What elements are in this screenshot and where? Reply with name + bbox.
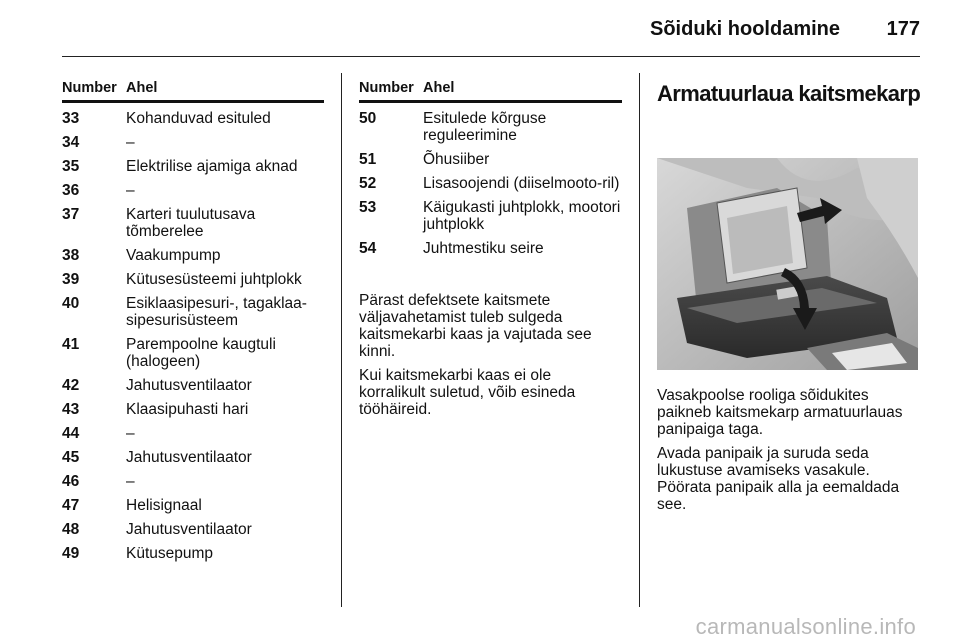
table-row	[62, 401, 324, 418]
fuse-number: 54	[359, 240, 377, 257]
column-header-number: Number	[62, 80, 117, 96]
fuse-circuit: Käigukasti juhtplokk, mootori juhtplokk	[423, 199, 621, 233]
fuse-number: 41	[62, 336, 80, 353]
fuse-number: 44	[62, 425, 80, 442]
page-number: 177	[886, 18, 920, 40]
paragraph: Avada panipaik ja suruda seda lukustuse avamiseks vasakule. Pöörata panipaik alla ja eemaldada see.	[657, 445, 900, 513]
fuse-circuit: Õhusiiber	[423, 151, 490, 168]
fuse-number: 33	[62, 110, 80, 127]
fuse-circuit: –	[126, 182, 135, 199]
right-text	[657, 387, 919, 520]
table-row	[62, 336, 324, 370]
fuse-number: 37	[62, 206, 80, 223]
fuse-number: 39	[62, 271, 80, 288]
fuse-number: 40	[62, 295, 80, 312]
fuse-circuit: Klaasipuhasti hari	[126, 401, 249, 418]
table-row	[359, 110, 622, 144]
fuse-circuit: Jahutusventilaator	[126, 377, 252, 394]
fuse-circuit: Kohanduvad esituled	[126, 110, 271, 127]
column-header-circuit: Ahel	[423, 80, 455, 96]
fuse-circuit: Jahutusventilaator	[126, 521, 252, 538]
fuse-number: 34	[62, 134, 80, 151]
table-row	[62, 521, 324, 538]
fuse-circuit: Elektrilise ajamiga aknad	[126, 158, 298, 175]
fuse-number: 50	[359, 110, 377, 127]
table-row	[359, 240, 622, 257]
table-row	[62, 206, 324, 240]
fuse-box-illustration	[657, 158, 918, 370]
column-divider-1	[341, 73, 342, 607]
table-row	[62, 134, 324, 151]
fuse-circuit: Jahutusventilaator	[126, 449, 252, 466]
paragraph: Vasakpoolse rooliga sõidukites paikneb kaitsmekarp armatuurlauas panipaiga taga.	[657, 387, 903, 438]
table-row	[62, 377, 324, 394]
table-row	[62, 271, 324, 288]
fuse-circuit: Kütusepump	[126, 545, 214, 562]
fuse-number: 43	[62, 401, 80, 418]
fuse-number: 36	[62, 182, 80, 199]
middle-text	[359, 292, 621, 425]
fuse-table-left	[62, 80, 324, 562]
paragraph: Pärast defektsete kaitsmete väljavahetamist tuleb sulgeda kaitsmekarbi kaas ja vajutada see kinni.	[359, 292, 592, 360]
table-row	[359, 199, 622, 233]
watermark: carmanualsonline.info	[695, 614, 916, 639]
section-title: Armatuurlaua kaitsmekarp	[657, 81, 921, 106]
table-row	[359, 151, 622, 168]
column-divider-2	[639, 73, 640, 607]
fuse-circuit: –	[126, 425, 135, 442]
fuse-number: 53	[359, 199, 377, 216]
fuse-circuit: –	[126, 134, 135, 151]
table-row	[62, 247, 324, 264]
table-row	[62, 158, 324, 175]
column-header-circuit: Ahel	[126, 80, 158, 96]
fuse-number: 45	[62, 449, 80, 466]
fuse-number: 48	[62, 521, 80, 538]
fuse-circuit: Esitulede kõrguse reguleerimine	[423, 110, 547, 144]
page-header-title: Sõiduki hooldamine	[650, 18, 841, 40]
fuse-table-middle	[359, 80, 622, 257]
header-divider	[62, 56, 920, 57]
fuse-circuit: Helisignaal	[126, 497, 202, 514]
table-header	[359, 80, 622, 103]
fuse-number: 52	[359, 175, 377, 192]
fuse-number: 47	[62, 497, 80, 514]
fuse-circuit: Kütusesüsteemi juhtplokk	[126, 271, 302, 288]
fuse-circuit: Karteri tuulutusava tõmberelee	[126, 206, 256, 240]
table-header	[62, 80, 324, 103]
fuse-number: 38	[62, 247, 80, 264]
table-row	[62, 545, 324, 562]
table-row	[62, 295, 324, 329]
table-row	[62, 182, 324, 199]
table-row	[62, 449, 324, 466]
table-row	[62, 473, 324, 490]
table-row	[62, 110, 324, 127]
fuse-circuit: Esiklaasipesuri-, tagaklaa-sipesurisüsteem	[126, 295, 307, 329]
fuse-circuit: Parempoolne kaugtuli (halogeen)	[126, 336, 276, 370]
fuse-number: 42	[62, 377, 80, 394]
fuse-number: 51	[359, 151, 377, 168]
table-row	[62, 425, 324, 442]
fuse-number: 35	[62, 158, 80, 175]
table-row	[62, 497, 324, 514]
paragraph: Kui kaitsmekarbi kaas ei ole korralikult suletud, võib esineda tööhäireid.	[359, 367, 576, 418]
column-header-number: Number	[359, 80, 414, 96]
fuse-circuit: –	[126, 473, 135, 490]
fuse-circuit: Juhtmestiku seire	[423, 240, 544, 257]
fuse-circuit: Vaakumpump	[126, 247, 221, 264]
table-row	[359, 175, 622, 192]
fuse-number: 49	[62, 545, 80, 562]
fuse-number: 46	[62, 473, 80, 490]
fuse-circuit: Lisasoojendi (diiselmooto-ril)	[423, 175, 620, 192]
